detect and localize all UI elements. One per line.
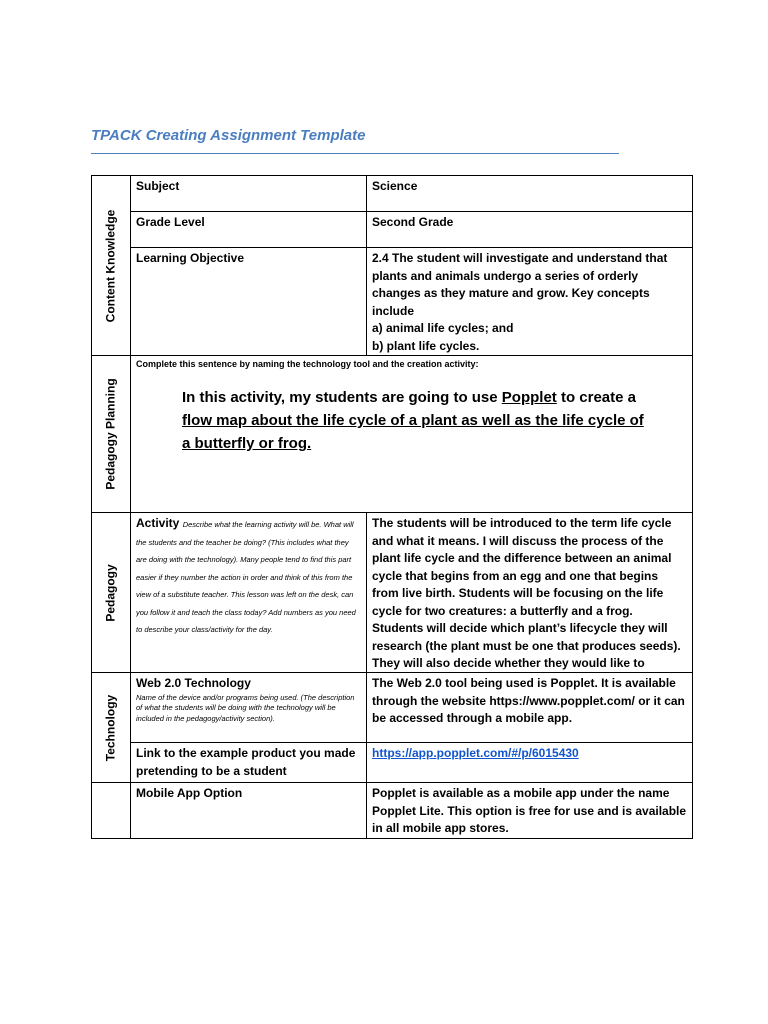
learning-objective-label: Learning Objective <box>131 248 367 356</box>
table-row <box>92 743 693 783</box>
mobile-app-value: Popplet is available as a mobile app under the name Popplet Lite. This option is free for use and is available in all mobile app stores. <box>367 783 693 839</box>
subject-value: Science <box>367 176 693 212</box>
sentence-text: to create a <box>556 389 637 406</box>
web-technology-label-cell <box>131 673 367 743</box>
section-label: Content Knowledge <box>103 209 118 322</box>
table-row <box>92 783 693 839</box>
activity-note: Describe what the learning activity will be. What will the students and the teacher be doing? (This includes what they are doing with the technology). Many people tend to find this part easier if they number the action in order and think of this from the view of a substitute teacher. This lesson was left on the desk, can you follow it and teach the class today? Add numbers as you need to describe your class/activity for the day. <box>136 520 356 634</box>
activity-label-cell <box>131 513 367 673</box>
table-row <box>92 673 693 743</box>
learning-objective-value <box>367 248 693 356</box>
table-row <box>92 176 693 212</box>
objective-line: include <box>372 303 415 318</box>
table-row <box>92 356 693 513</box>
section-label: Technology <box>103 694 118 761</box>
objective-line: plants and animals undergo a series of orderly <box>372 268 639 283</box>
grade-level-value: Second Grade <box>367 212 693 248</box>
document-title: TPACK Creating Assignment Template <box>91 127 366 144</box>
section-blank <box>92 783 131 839</box>
web-technology-note: Name of the device and/or programs being used. (The description of what the students will be doing with the technology will be included in the pedagogy/activity section). <box>136 692 355 723</box>
activity-text: The students will be introduced to the term life cycle and what it means. I will discuss the process of the plant life cycle and the difference between an animal cycle that begins from an egg and one that begins from live birth. Students will be focusing on the life cycle for two creatures: a butterfly and a frog. Students will decide which plant’s lifecycle they will research (the plant must be one that produces seeds). They will also decide whether they would like to <box>372 516 681 670</box>
web-technology-value: The Web 2.0 tool being used is Popplet. It is available through the website https://www.popplet.com/ or it can be accessed through a mobile app. <box>367 673 693 743</box>
objective-line: b) plant life cycles. <box>372 338 480 353</box>
section-content-knowledge <box>92 176 131 356</box>
section-pedagogy-planning <box>92 356 131 513</box>
web-technology-label: Web 2.0 Technology <box>136 676 251 690</box>
activity-label: Activity <box>136 516 180 530</box>
objective-line: 2.4 The student will investigate and understand that <box>372 251 668 265</box>
section-label: Pedagogy Planning <box>103 378 118 490</box>
example-link-cell <box>367 743 693 783</box>
technology-tool: Popplet <box>501 389 557 406</box>
tpack-table <box>91 175 693 839</box>
section-technology <box>92 673 131 783</box>
grade-level-label: Grade Level <box>131 212 367 248</box>
sentence-text: In this activity, my students are going to use <box>182 389 502 406</box>
example-product-link[interactable]: https://app.popplet.com/#/p/6015430 <box>372 746 579 760</box>
planning-sentence <box>182 386 647 455</box>
title-underline <box>91 153 619 154</box>
table-row <box>92 248 693 356</box>
activity-value <box>367 513 693 673</box>
table-row <box>92 513 693 673</box>
subject-label: Subject <box>131 176 367 212</box>
creation-activity: flow map about the life cycle of a plant as well as the life cycle of a butterfly or frog. <box>182 412 644 452</box>
planning-cell <box>131 356 693 513</box>
mobile-app-label: Mobile App Option <box>131 783 367 839</box>
section-label: Pedagogy <box>103 563 118 622</box>
example-link-label: Link to the example product you made pretending to be a student <box>131 743 367 783</box>
section-pedagogy <box>92 513 131 673</box>
table-row <box>92 212 693 248</box>
objective-line: a) animal life cycles; and <box>372 321 514 335</box>
objective-line: changes as they mature and grow. Key concepts <box>372 286 650 300</box>
planning-prompt: Complete this sentence by naming the technology tool and the creation activity: <box>136 359 479 369</box>
